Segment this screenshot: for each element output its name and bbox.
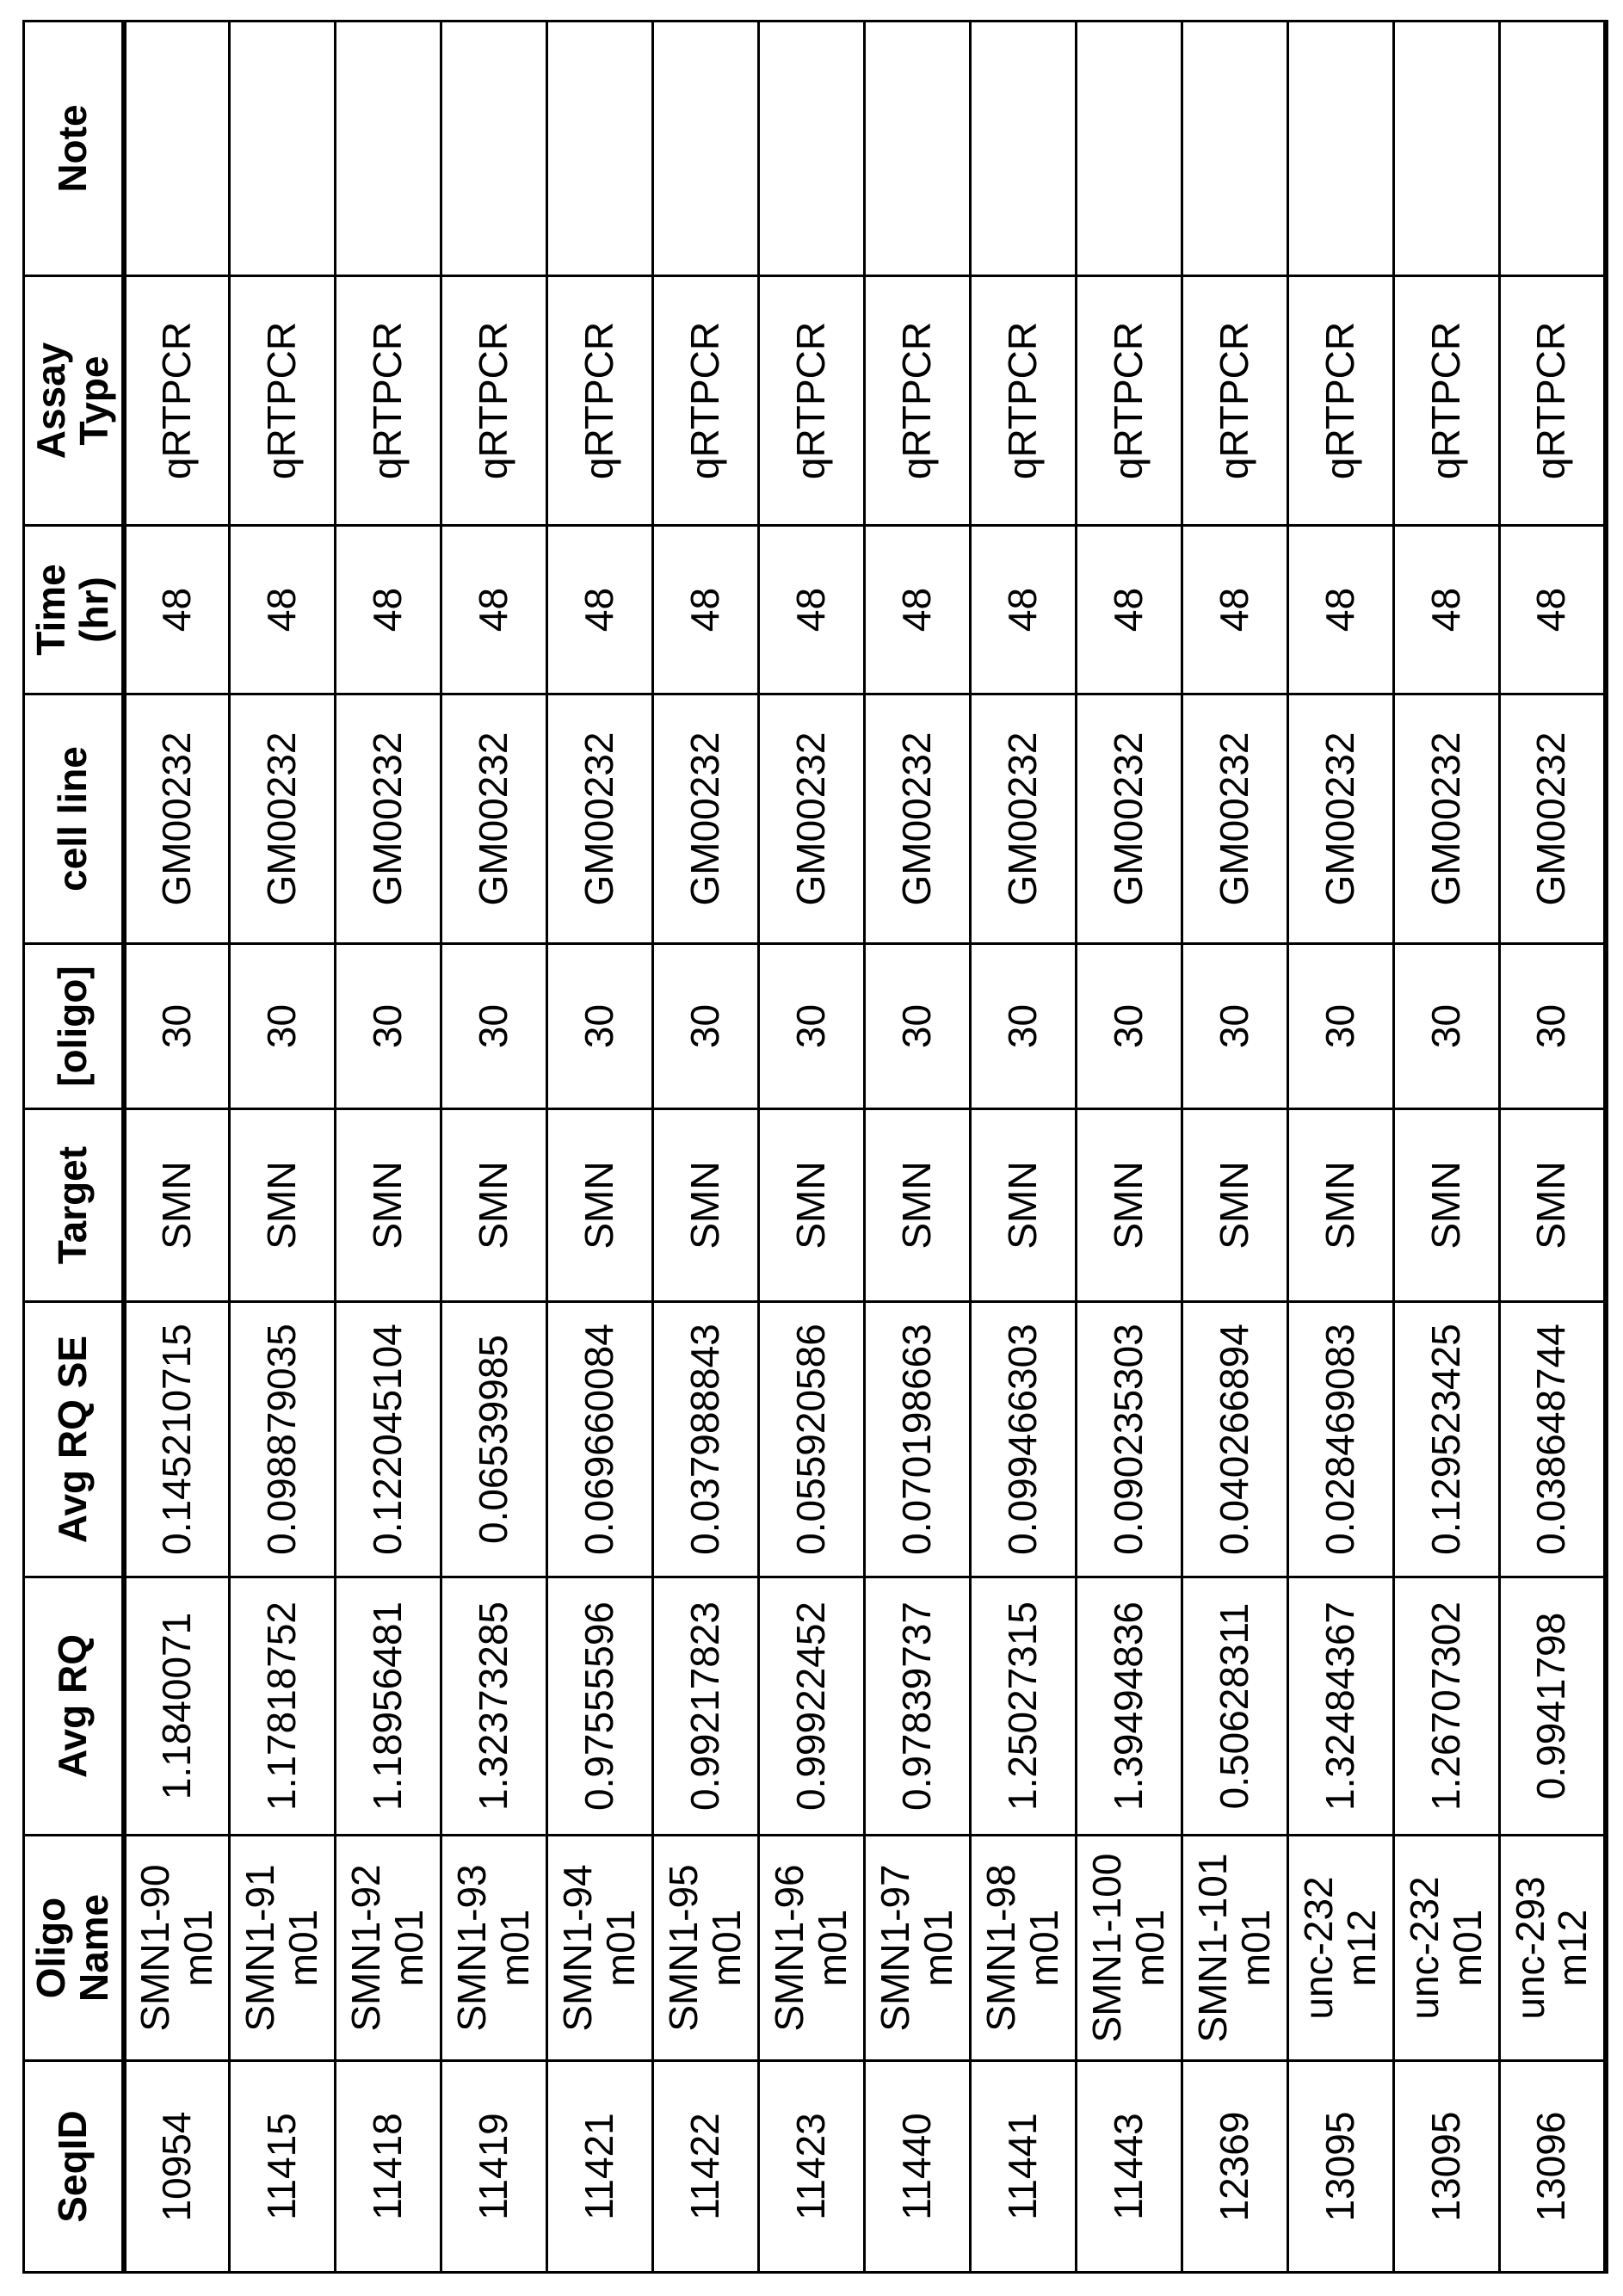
cell-oligo_conc: 30 [1500,944,1606,1109]
column-header-avg-rq: Avg RQ [24,1577,124,1836]
cell-oligo_name: SMN1-92 m01 [336,1836,441,2061]
table-row [1077,22,1182,2273]
cell-seqid: 11415 [230,2061,336,2273]
cell-seqid: 11419 [441,2061,547,2273]
table-row [336,22,441,2273]
cell-note [865,22,971,276]
cell-avg_rq: 0.99922452 [759,1577,865,1836]
cell-note [547,22,653,276]
cell-cell_line: GM00232 [1288,694,1394,944]
cell-avg_rq_se: 0.098879035 [230,1302,336,1577]
cell-target: SMN [441,1109,547,1302]
cell-target: SMN [336,1109,441,1302]
cell-assay_type: qRTPCR [230,276,336,526]
cell-oligo_name: SMN1-94 m01 [547,1836,653,2061]
cell-cell_line: GM00232 [1077,694,1182,944]
cell-oligo_conc: 30 [1182,944,1288,1109]
cell-avg_rq: 0.97555596 [547,1577,653,1836]
cell-oligo_name: SMN1-96 m01 [759,1836,865,2061]
cell-oligo_conc: 30 [441,944,547,1109]
cell-oligo_name: SMN1-97 m01 [865,1836,971,2061]
cell-target: SMN [1182,1109,1288,1302]
cell-time_hr: 48 [547,526,653,694]
cell-avg_rq_se: 0.069660084 [547,1302,653,1577]
table-row [1182,22,1288,2273]
cell-assay_type: qRTPCR [547,276,653,526]
column-header-avg-rq-se: Avg RQ SE [24,1302,124,1577]
cell-target: SMN [547,1109,653,1302]
cell-time_hr: 48 [759,526,865,694]
cell-assay_type: qRTPCR [865,276,971,526]
cell-target: SMN [653,1109,759,1302]
cell-assay_type: qRTPCR [124,276,230,526]
cell-target: SMN [1394,1109,1500,1302]
column-header-oligo-name: Oligo Name [24,1836,124,2061]
cell-avg_rq_se: 0.122045104 [336,1302,441,1577]
cell-cell_line: GM00232 [230,694,336,944]
cell-assay_type: qRTPCR [336,276,441,526]
cell-note [1077,22,1182,276]
cell-seqid: 11423 [759,2061,865,2273]
cell-time_hr: 48 [1394,526,1500,694]
cell-avg_rq_se: 0.06539985 [441,1302,547,1577]
cell-assay_type: qRTPCR [1288,276,1394,526]
cell-oligo_conc: 30 [971,944,1077,1109]
cell-note [1182,22,1288,276]
cell-note [1500,22,1606,276]
cell-note [441,22,547,276]
cell-avg_rq_se: 0.099466303 [971,1302,1077,1577]
cell-avg_rq_se: 0.070198663 [865,1302,971,1577]
cell-seqid: 13095 [1394,2061,1500,2273]
cell-oligo_conc: 30 [547,944,653,1109]
cell-avg_rq: 0.50628311 [1182,1577,1288,1836]
cell-seqid: 11443 [1077,2061,1182,2273]
table-header [24,22,124,2273]
cell-oligo_name: unc-293 m12 [1500,1836,1606,2061]
cell-avg_rq_se: 0.055920586 [759,1302,865,1577]
cell-time_hr: 48 [1182,526,1288,694]
cell-avg_rq_se: 0.040266894 [1182,1302,1288,1577]
cell-cell_line: GM00232 [1394,694,1500,944]
table-row [230,22,336,2273]
cell-avg_rq: 1.32373285 [441,1577,547,1836]
cell-avg_rq: 1.26707302 [1394,1577,1500,1836]
cell-cell_line: GM00232 [1500,694,1606,944]
cell-avg_rq: 0.97839737 [865,1577,971,1836]
cell-avg_rq: 1.17818752 [230,1577,336,1836]
cell-assay_type: qRTPCR [759,276,865,526]
cell-avg_rq_se: 0.038648744 [1500,1302,1606,1577]
cell-note [971,22,1077,276]
cell-target: SMN [1077,1109,1182,1302]
cell-target: SMN [124,1109,230,1302]
column-header-assay-type: Assay Type [24,276,124,526]
column-header-cell-line: cell line [24,694,124,944]
cell-oligo_conc: 30 [1077,944,1182,1109]
cell-avg_rq_se: 0.090235303 [1077,1302,1182,1577]
cell-assay_type: qRTPCR [1500,276,1606,526]
cell-avg_rq: 1.32484367 [1288,1577,1394,1836]
cell-avg_rq_se: 0.145210715 [124,1302,230,1577]
table-row [1394,22,1500,2273]
cell-avg_rq: 1.1840071 [124,1577,230,1836]
cell-avg_rq_se: 0.028469083 [1288,1302,1394,1577]
cell-avg_rq: 0.9941798 [1500,1577,1606,1836]
cell-seqid: 11422 [653,2061,759,2273]
cell-time_hr: 48 [971,526,1077,694]
cell-time_hr: 48 [124,526,230,694]
cell-cell_line: GM00232 [441,694,547,944]
cell-oligo_conc: 30 [865,944,971,1109]
cell-avg_rq: 1.25027315 [971,1577,1077,1836]
table-row [653,22,759,2273]
cell-target: SMN [1500,1109,1606,1302]
cell-oligo_name: SMN1-101 m01 [1182,1836,1288,2061]
cell-oligo_conc: 30 [653,944,759,1109]
cell-time_hr: 48 [1077,526,1182,694]
cell-assay_type: qRTPCR [1182,276,1288,526]
cell-cell_line: GM00232 [653,694,759,944]
column-header-oligo-concentration: [oligo] [24,944,124,1109]
cell-seqid: 11440 [865,2061,971,2273]
cell-cell_line: GM00232 [547,694,653,944]
cell-time_hr: 48 [336,526,441,694]
cell-avg_rq: 1.18956481 [336,1577,441,1836]
cell-time_hr: 48 [230,526,336,694]
cell-oligo_name: unc-232 m01 [1394,1836,1500,2061]
cell-avg_rq: 1.39494836 [1077,1577,1182,1836]
cell-time_hr: 48 [441,526,547,694]
cell-seqid: 13096 [1500,2061,1606,2273]
cell-oligo_name: SMN1-98 m01 [971,1836,1077,2061]
table-body [124,22,1606,2273]
column-header-time-hr: Time (hr) [24,526,124,694]
cell-oligo_conc: 30 [1288,944,1394,1109]
cell-seqid: 11441 [971,2061,1077,2273]
table-row [441,22,547,2273]
table-row [865,22,971,2273]
cell-target: SMN [230,1109,336,1302]
cell-target: SMN [1288,1109,1394,1302]
cell-cell_line: GM00232 [971,694,1077,944]
table-row [759,22,865,2273]
cell-avg_rq: 0.99217823 [653,1577,759,1836]
cell-time_hr: 48 [865,526,971,694]
cell-target: SMN [759,1109,865,1302]
cell-seqid: 10954 [124,2061,230,2273]
cell-assay_type: qRTPCR [441,276,547,526]
cell-cell_line: GM00232 [124,694,230,944]
cell-seqid: 13095 [1288,2061,1394,2273]
table-row [547,22,653,2273]
cell-note [124,22,230,276]
table-row [124,22,230,2273]
cell-oligo_name: unc-232 m12 [1288,1836,1394,2061]
cell-cell_line: GM00232 [1182,694,1288,944]
cell-cell_line: GM00232 [759,694,865,944]
cell-assay_type: qRTPCR [971,276,1077,526]
cell-assay_type: qRTPCR [1077,276,1182,526]
cell-cell_line: GM00232 [336,694,441,944]
cell-oligo_name: SMN1-90 m01 [124,1836,230,2061]
cell-note [759,22,865,276]
cell-oligo_name: SMN1-93 m01 [441,1836,547,2061]
cell-time_hr: 48 [1288,526,1394,694]
cell-note [1288,22,1394,276]
cell-oligo_conc: 30 [1394,944,1500,1109]
cell-oligo_name: SMN1-100 m01 [1077,1836,1182,2061]
cell-oligo_conc: 30 [124,944,230,1109]
cell-target: SMN [865,1109,971,1302]
cell-oligo_conc: 30 [336,944,441,1109]
column-header-target: Target [24,1109,124,1302]
cell-oligo_conc: 30 [230,944,336,1109]
cell-note [336,22,441,276]
cell-time_hr: 48 [1500,526,1606,694]
cell-time_hr: 48 [653,526,759,694]
assay-results-table [22,20,1608,2274]
column-header-seqid: SeqID [24,2061,124,2273]
cell-assay_type: qRTPCR [1394,276,1500,526]
table-row [1500,22,1606,2273]
column-header-note: Note [24,22,124,276]
cell-note [1394,22,1500,276]
cell-cell_line: GM00232 [865,694,971,944]
table-row [1288,22,1394,2273]
cell-note [230,22,336,276]
cell-avg_rq_se: 0.129523425 [1394,1302,1500,1577]
cell-seqid: 11418 [336,2061,441,2273]
cell-assay_type: qRTPCR [653,276,759,526]
cell-oligo_name: SMN1-95 m01 [653,1836,759,2061]
cell-seqid: 12369 [1182,2061,1288,2273]
cell-note [653,22,759,276]
table-row [971,22,1077,2273]
cell-avg_rq_se: 0.037988843 [653,1302,759,1577]
cell-oligo_name: SMN1-91 m01 [230,1836,336,2061]
cell-seqid: 11421 [547,2061,653,2273]
table-header-row [24,22,124,2273]
cell-target: SMN [971,1109,1077,1302]
cell-oligo_conc: 30 [759,944,865,1109]
